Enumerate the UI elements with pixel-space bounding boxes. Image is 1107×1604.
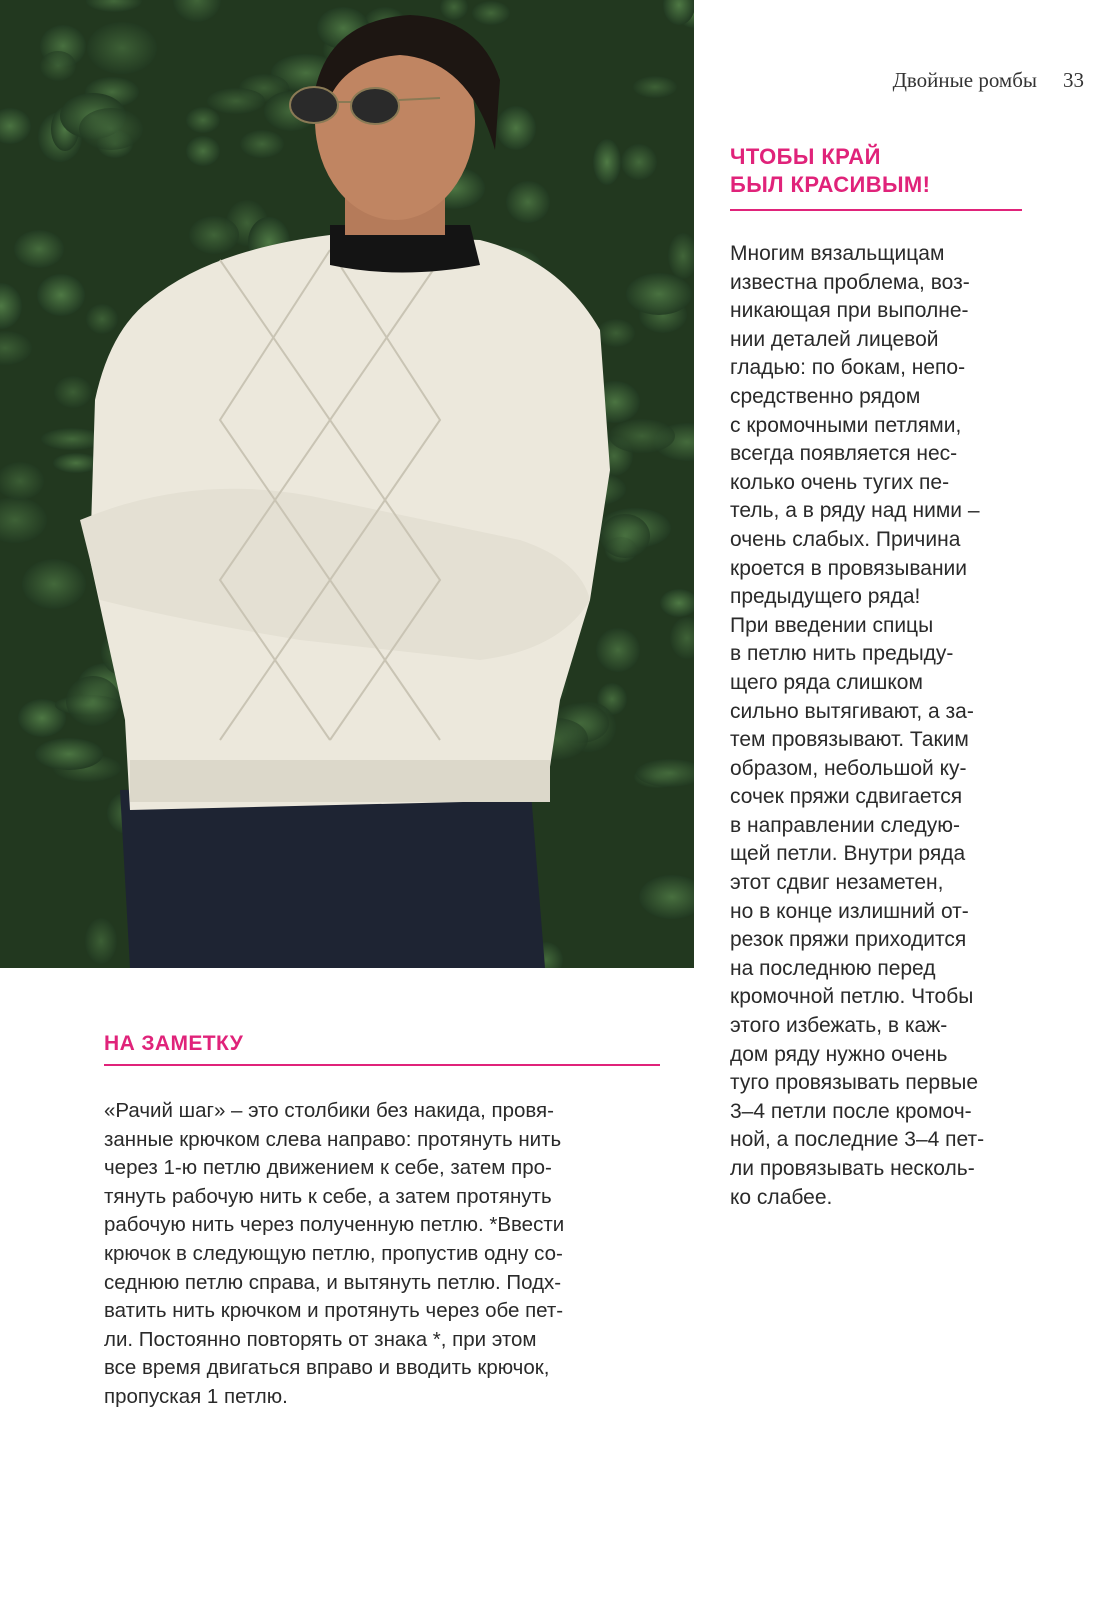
ivy-leaf bbox=[66, 676, 120, 726]
chapter-title: Двойные ромбы bbox=[892, 68, 1037, 92]
ivy-leaf bbox=[609, 419, 675, 453]
ivy-leaf bbox=[621, 144, 657, 180]
page-number: 33 bbox=[1063, 68, 1084, 92]
photo-illustration bbox=[0, 0, 694, 968]
ivy-leaf bbox=[86, 304, 118, 334]
ivy-leaf bbox=[35, 738, 103, 770]
ivy-leaf bbox=[186, 107, 220, 133]
ivy-leaf bbox=[593, 139, 621, 185]
ivy-leaf bbox=[207, 88, 265, 114]
ivy-leaf bbox=[600, 514, 650, 558]
note-divider bbox=[104, 1064, 660, 1066]
ivy-leaf bbox=[54, 376, 92, 408]
ivy-leaf bbox=[626, 273, 692, 315]
ivy-leaf bbox=[85, 918, 117, 964]
sweater-ribbing bbox=[130, 760, 550, 802]
ivy-leaf bbox=[472, 1, 510, 25]
ivy-leaf bbox=[87, 22, 157, 74]
ivy-leaf bbox=[189, 216, 239, 254]
ivy-leaf bbox=[22, 559, 86, 609]
ivy-leaf bbox=[506, 181, 550, 223]
ivy-leaf bbox=[633, 76, 677, 98]
ivy-leaf bbox=[79, 108, 143, 150]
ivy-leaf bbox=[596, 628, 640, 672]
sidebar-divider bbox=[730, 209, 1022, 211]
note-title: НА ЗАМЕТКУ bbox=[104, 1032, 244, 1055]
ivy-leaf bbox=[14, 230, 64, 268]
photo-man-in-sweater bbox=[0, 0, 694, 968]
ivy-leaf bbox=[496, 106, 536, 150]
ivy-leaf bbox=[186, 136, 220, 166]
ivy-leaf bbox=[597, 319, 635, 347]
sidebar-body: Многим вязальщицам известна проблема, воз- никающая при выполне- нии деталей лицевой гладью: по бокам, непо- средственно рядом с кромочными петлями, всегда появляется нес- колько очень тугих пе- тель, а в ряду над ними – очень слабых. Причина кроется в провязывании предыдущего ряда! При введении спицы в петлю нить предыду- щего ряда слишком сильно вытягивают, а за- тем провязывают. Таким образом, небольшой ку- сочек пряжи сдвигается в направлении следую- щей петли. Внутри ряда этот сдвиг незаметен, но в конце излишний от- резок пряжи приходится на последнюю перед кромочной петлю. Чтобы этого избежать, в каж- дом ряду нужно очень туго провязывать первые 3–4 петли после кромоч- ной, а последние 3–4 пет- ли провязывать несколь- ко слабее. bbox=[730, 242, 985, 1209]
note-body: «Рачий шаг» – это столбики без накида, провя- занные крючком слева направо: протянуть нить через 1-ю петлю движением к себе, затем про- тянуть рабочую нить к себе, а затем протянуть рабочую нить через полученную петлю. *Ввести крючок в следующую петлю, пропустив одну со- седнюю петлю справа, и вытянуть петлю. Подх- ватить нить крючком и протянуть через обе пет- ли. Постоянно повторять от знака *, при этом все время двигаться вправо и вводить крючок, пропуская 1 петлю. bbox=[104, 1099, 565, 1408]
ivy-leaf bbox=[37, 274, 85, 316]
running-head bbox=[830, 68, 1084, 93]
ivy-leaf bbox=[240, 130, 284, 158]
ivy-leaf bbox=[53, 453, 99, 473]
ivy-leaf bbox=[40, 51, 76, 81]
sidebar-title: ЧТОБЫ КРАЙ БЫЛ КРАСИВЫМ! bbox=[730, 144, 931, 197]
